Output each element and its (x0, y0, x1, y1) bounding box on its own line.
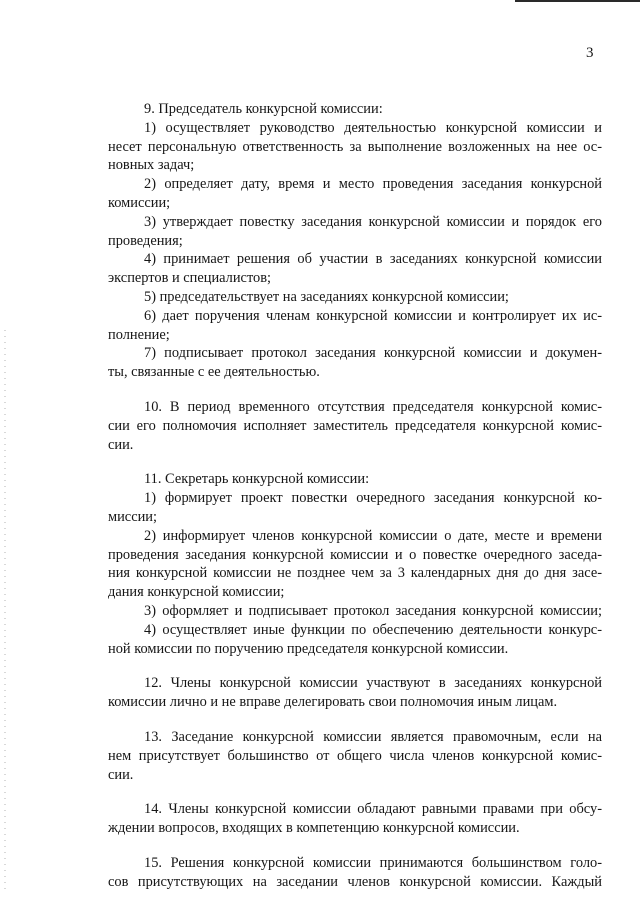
text-line: ждении вопросов, входящих в компетенцию конкурсной комиссии. (108, 820, 520, 837)
text-line: 6) дает поручения членам конкурсной комиссии и контролирует их ис- (144, 307, 602, 324)
text-line: проведения заседания конкурсной комиссии и о повестке очередного заседа- (108, 546, 602, 563)
text-line: комиссии лично и не вправе делегировать свои полномочия иным лицам. (108, 694, 558, 711)
text-line: дания конкурсной комиссии; (108, 584, 285, 601)
text-line: 3) оформляет и подписывает протокол заседания конкурсной комиссии; (144, 602, 602, 619)
page-number: 3 (586, 45, 594, 61)
clause-15 (108, 854, 602, 892)
document-body (108, 100, 602, 891)
text-line: 12. Члены конкурсной комиссии участвуют в заседаниях конкурсной (144, 675, 602, 692)
text-line: 1) формирует проект повестки очередного заседания конкурсной ко- (144, 490, 602, 507)
clause-9 (108, 100, 602, 382)
text-line: проведения; (108, 232, 183, 249)
text-line: 2) определяет дату, время и место проведения заседания конкурсной (144, 176, 602, 193)
clause-13 (108, 728, 602, 784)
text-line: ты, связанные с ее деятельностью. (108, 364, 320, 381)
text-line: несет персональную ответственность за выполнение возложенных на нее ос- (108, 138, 602, 155)
text-line: 10. В период временного отсутствия председателя конкурсной комис- (144, 398, 602, 415)
text-line: сов присутствующих на заседании членов конкурсной комиссии. Каждый (108, 873, 602, 890)
text-line: 4) принимает решения об участии в заседаниях конкурсной комиссии (144, 251, 602, 268)
scan-margin-marks (4, 330, 6, 890)
text-line: 1) осуществляет руководство деятельностью конкурсной комиссии и (144, 119, 602, 136)
text-line: миссии; (108, 508, 157, 525)
text-line: 5) председательствует на заседаниях конкурсной комиссии; (144, 288, 509, 305)
text-line: полнение; (108, 326, 170, 343)
clause-11 (108, 470, 602, 658)
text-line: экспертов и специалистов; (108, 270, 272, 287)
text-line: комиссии; (108, 194, 171, 211)
text-line: ной комиссии по поручению председателя конкурсной комиссии. (108, 640, 509, 657)
text-line: 13. Заседание конкурсной комиссии является правомочным, если на (144, 728, 602, 745)
text-line: 11. Секретарь конкурсной комиссии: (144, 471, 370, 488)
text-line: сии его полномочия исполняет заместитель председателя конкурсной комис- (108, 417, 602, 434)
text-line: 3) утверждает повестку заседания конкурсной комиссии и порядок его (144, 213, 602, 230)
text-line: сии. (108, 766, 134, 783)
text-line: 4) осуществляет иные функции по обеспечению деятельности конкурс- (144, 621, 602, 638)
text-line: нем присутствует большинство от общего числа членов конкурсной комис- (108, 747, 602, 764)
top-edge-rule (515, 0, 640, 2)
text-line: 9. Председатель конкурсной комиссии: (144, 101, 383, 117)
text-line: 7) подписывает протокол заседания конкурсной комиссии и докумен- (144, 345, 602, 362)
text-line: сии. (108, 436, 134, 453)
text-line: новных задач; (108, 157, 195, 174)
clause-12 (108, 674, 602, 712)
text-line: ния конкурсной комиссии не позднее чем за 3 календарных дня до дня засе- (108, 565, 602, 582)
text-line: 14. Члены конкурсной комиссии обладают равными правами при обсу- (144, 801, 602, 818)
clause-14 (108, 800, 602, 838)
text-line: 2) информирует членов конкурсной комиссии о дате, месте и времени (144, 527, 602, 544)
clause-10 (108, 398, 602, 454)
text-line: 15. Решения конкурсной комиссии принимаются большинством голо- (144, 854, 602, 871)
